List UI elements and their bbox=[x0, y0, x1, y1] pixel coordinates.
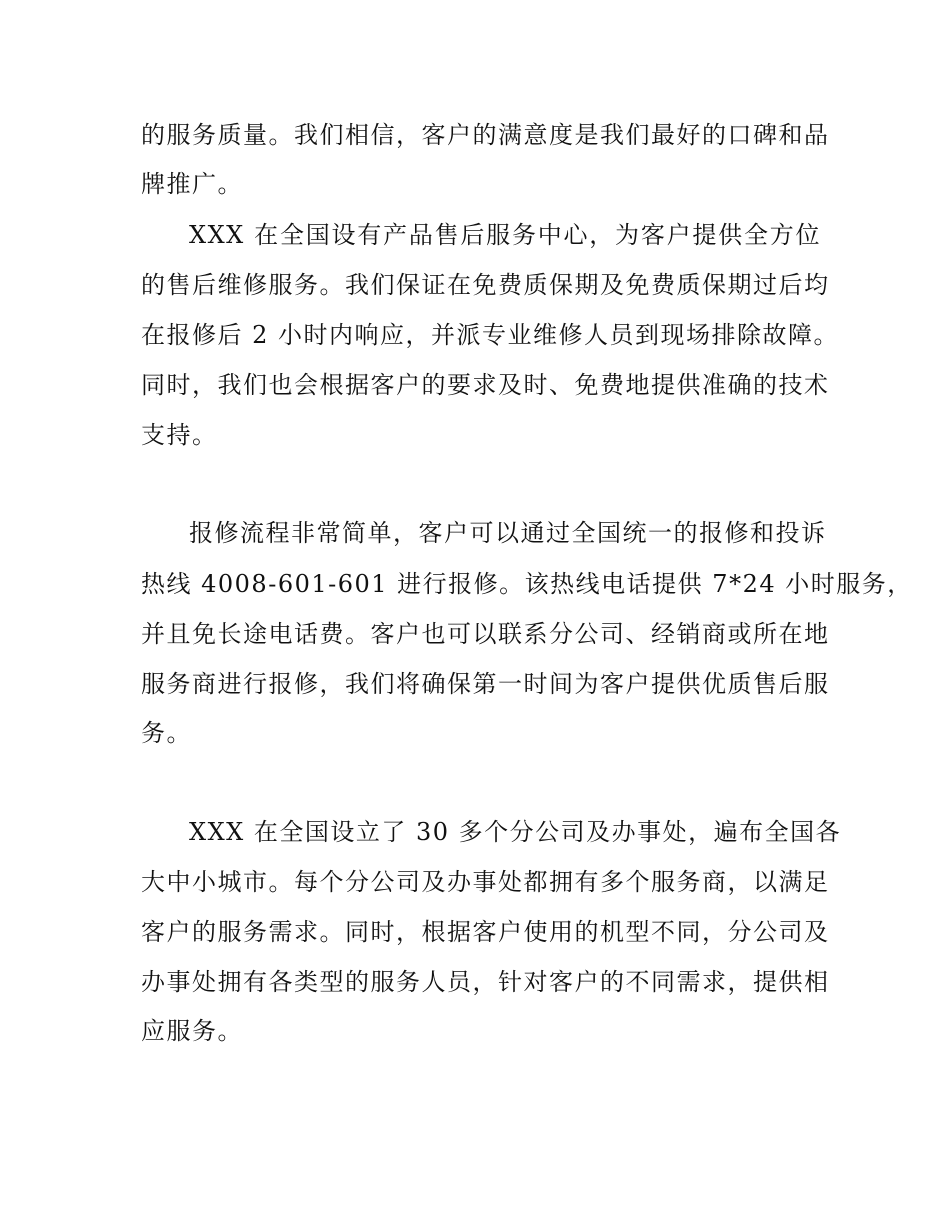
paragraph-1-line-2: 牌推广。 bbox=[141, 170, 243, 198]
paragraph-4-line-5: 应服务。 bbox=[141, 1017, 243, 1045]
paragraph-1-line-1: 的服务质量。我们相信，客户的满意度是我们最好的口碑和品 bbox=[141, 121, 830, 149]
paragraph-4-line-4: 办事处拥有各类型的服务人员，针对客户的不同需求，提供相 bbox=[141, 968, 830, 996]
paragraph-2-line-1: XXX 在全国设有产品售后服务中心，为客户提供全方位 bbox=[189, 221, 821, 249]
paragraph-3-line-5: 务。 bbox=[141, 719, 192, 747]
paragraph-2-line-5: 支持。 bbox=[141, 421, 218, 449]
paragraph-4-line-1: XXX 在全国设立了 30 多个分公司及办事处，遍布全国各 bbox=[189, 818, 842, 846]
paragraph-2-line-3: 在报修后 2 小时内响应，并派专业维修人员到现场排除故障。 bbox=[141, 321, 840, 349]
paragraph-3-line-4: 服务商进行报修，我们将确保第一时间为客户提供优质售后服 bbox=[141, 670, 830, 698]
paragraph-2-line-4: 同时，我们也会根据客户的要求及时、免费地提供准确的技术 bbox=[141, 371, 830, 399]
paragraph-4-line-3: 客户的服务需求。同时，根据客户使用的机型不同，分公司及 bbox=[141, 918, 830, 946]
paragraph-3-line-3: 并且免长途电话费。客户也可以联系分公司、经销商或所在地 bbox=[141, 620, 830, 648]
paragraph-3-line-2: 热线 4008-601-601 进行报修。该热线电话提供 7*24 小时服务， bbox=[141, 570, 913, 598]
paragraph-4-line-2: 大中小城市。每个分公司及办事处都拥有多个服务商，以满足 bbox=[141, 868, 830, 896]
paragraph-3-line-1: 报修流程非常简单，客户可以通过全国统一的报修和投诉 bbox=[189, 519, 827, 547]
paragraph-2-line-2: 的售后维修服务。我们保证在免费质保期及免费质保期过后均 bbox=[141, 271, 830, 299]
